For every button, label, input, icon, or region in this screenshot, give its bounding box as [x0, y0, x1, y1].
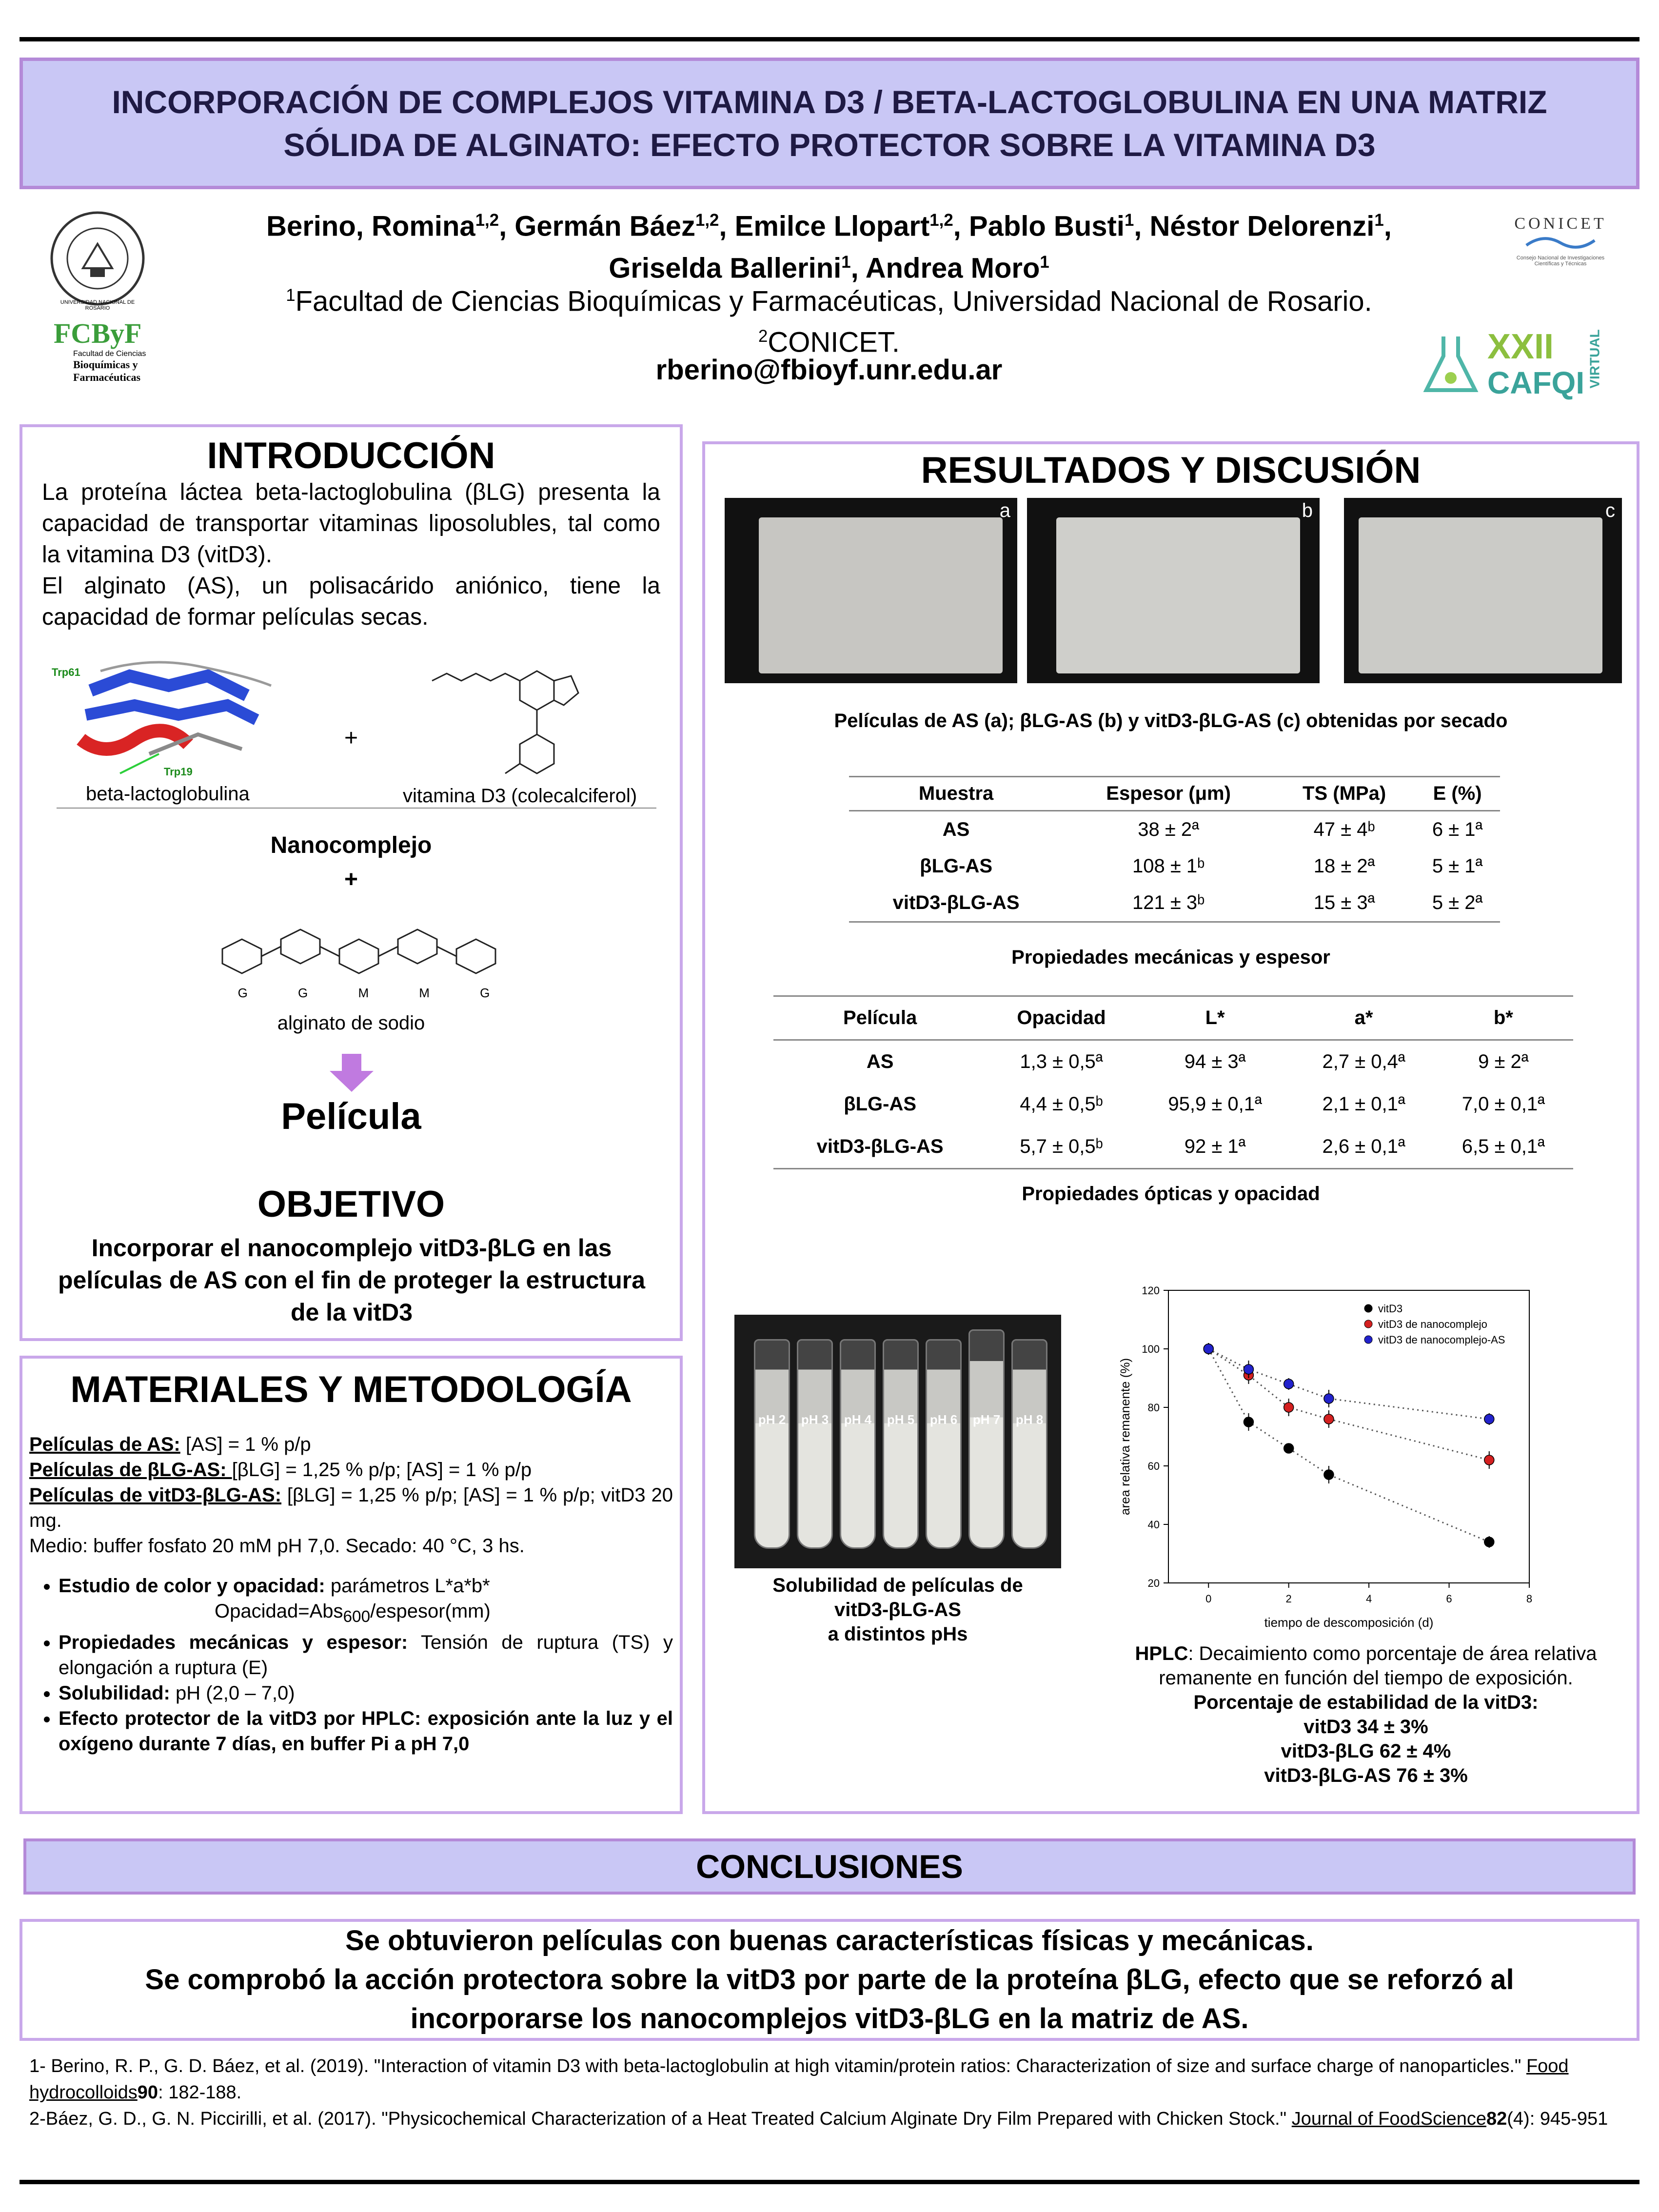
vitamin-d3-structure-image	[422, 652, 603, 793]
y-tick-label: 120	[1142, 1284, 1160, 1297]
opt-cell: 94 ± 3ª	[1184, 1050, 1246, 1072]
methods-l2-label: Películas de βLG-AS:	[29, 1459, 232, 1481]
film-c	[1359, 517, 1602, 673]
ref2-journal[interactable]: Journal of FoodScience	[1291, 2109, 1486, 2129]
test-tube	[754, 1339, 790, 1549]
protein-label: beta-lactoglobulina	[86, 783, 250, 805]
opt-cell: 7,0 ± 0,1ª	[1462, 1093, 1545, 1115]
mech-header-1: Muestra	[918, 783, 994, 804]
photo-label-c: c	[1605, 500, 1615, 521]
objective-heading: OBJETIVO	[257, 1184, 445, 1225]
flask-icon	[1419, 327, 1482, 400]
opt-header-1: Película	[843, 1007, 917, 1028]
data-point	[1484, 1537, 1494, 1547]
x-tick-label: 8	[1526, 1593, 1533, 1605]
affiliations	[141, 278, 1517, 360]
affiliation-2: $^2$CONICET.	[758, 326, 900, 358]
data-point	[1204, 1344, 1213, 1354]
data-point	[1284, 1443, 1294, 1453]
film-photo-b	[1027, 498, 1320, 683]
alg-unit-2: G	[298, 986, 308, 1000]
solubility-caption-2: vitD3-βLG-AS	[834, 1599, 961, 1620]
hplc-body: : Decaimiento como porcentaje de área relativa remanente en función del tiempo de exposición.	[1159, 1643, 1597, 1689]
results-heading: RESULTADOS Y DISCUSIÓN	[921, 450, 1421, 491]
opt-cell: vitD3-βLG-AS	[816, 1136, 944, 1158]
ref2-text: 2-Báez, G. D., G. N. Piccirilli, et al. (2017). "Physicochemical Characterization of a Heat Treated Calcium Alginate Dry Film Prepared with Chicken Stock."	[29, 2109, 1292, 2129]
mech-cell: 15 ± 3ª	[1313, 892, 1375, 914]
results-panel	[702, 441, 1639, 1814]
cafqi-xxii: XXII	[1487, 327, 1554, 366]
methods-panel	[20, 1356, 683, 1814]
authors-line-2: Griselda Ballerini$^1$, Andrea Moro$^1$	[609, 252, 1049, 284]
x-tick-label: 6	[1446, 1593, 1452, 1605]
mech-header-2: Espesor (μm)	[1106, 783, 1231, 804]
methods-line-4: Medio: buffer fosfato 20 mM pH 7,0. Secado: 40 °C, 3 hs.	[29, 1535, 525, 1557]
opt-cell: βLG-AS	[844, 1093, 917, 1115]
optical-table-caption: Propiedades ópticas y opacidad	[1022, 1183, 1320, 1205]
data-point	[1324, 1470, 1334, 1480]
nanocomplex-label: Nanocomplejo	[270, 832, 432, 858]
tube-label: pH 7	[972, 1412, 1001, 1427]
alg-unit-3: M	[358, 986, 369, 1000]
methods-b3-text: pH (2,0 – 7,0)	[170, 1682, 295, 1704]
cafqi-virtual: VIRTUAL	[1587, 329, 1602, 389]
methods-bullets	[29, 1573, 673, 1757]
legend-marker	[1364, 1336, 1372, 1343]
methods-opacity-suffix: /espesor(mm)	[370, 1600, 491, 1622]
alg-unit-4: M	[419, 986, 430, 1000]
methods-bullet-2	[59, 1630, 673, 1680]
methods-l1-label: Películas de AS:	[29, 1434, 180, 1455]
title-line-2: SÓLIDA DE ALGINATO: EFECTO PROTECTOR SOBRE LA VITAMINA D3	[283, 127, 1376, 163]
intro-panel	[20, 424, 683, 1341]
opt-cell: 6,5 ± 0,1ª	[1462, 1136, 1545, 1158]
opt-cell: 2,6 ± 0,1ª	[1322, 1136, 1405, 1158]
mech-table-caption: Propiedades mecánicas y espesor	[1011, 947, 1330, 968]
title-line-1: INCORPORACIÓN DE COMPLEJOS VITAMINA D3 / BETA-LACTOGLOBULINA EN UNA MATRIZ	[112, 84, 1547, 120]
mech-cell: 38 ± 2ª	[1138, 818, 1199, 840]
solubility-caption	[734, 1573, 1061, 1646]
film-a	[759, 517, 1003, 673]
test-tube	[926, 1339, 962, 1549]
legend-marker	[1364, 1320, 1372, 1328]
hplc-decay-chart	[1110, 1276, 1598, 1646]
legend-label: vitD3 de nanocomplejo-AS	[1378, 1334, 1505, 1346]
photo-label-b: b	[1302, 500, 1313, 521]
mechanical-table	[849, 776, 1500, 923]
mech-cell: 121 ± 3ᵇ	[1132, 892, 1205, 914]
data-point	[1484, 1455, 1494, 1465]
x-tick-label: 2	[1285, 1593, 1292, 1605]
methods-line-2	[29, 1457, 673, 1482]
legend-label: vitD3 de nanocomplejo	[1378, 1318, 1487, 1330]
tube-label: pH 4	[844, 1412, 872, 1427]
methods-b3-label: Solubilidad:	[59, 1682, 170, 1704]
film-photo-c	[1344, 498, 1622, 683]
opt-cell: 2,7 ± 0,4ª	[1322, 1050, 1405, 1072]
authors	[141, 202, 1517, 287]
tube-label: pH 5	[887, 1412, 915, 1427]
data-point	[1244, 1364, 1253, 1374]
conicet-sub-1: Consejo Nacional de Investigaciones	[1516, 255, 1605, 261]
opt-header-3: L*	[1205, 1007, 1225, 1028]
intro-heading: INTRODUCCIÓN	[207, 435, 495, 476]
mech-cell: 108 ± 1ᵇ	[1132, 855, 1205, 877]
opt-cell: 2,1 ± 0,1ª	[1322, 1093, 1405, 1115]
y-tick-label: 60	[1147, 1460, 1160, 1472]
contact-email[interactable]: rberino@fbioyf.unr.edu.ar	[655, 354, 1003, 386]
y-tick-label: 80	[1147, 1402, 1160, 1414]
conicet-wave-icon	[1524, 233, 1597, 253]
objective-text: Incorporar el nanocomplejo vitD3-βLG en las películas de AS con el fin de proteger la estructura de la vitD3	[58, 1234, 646, 1326]
opt-cell: 9 ± 2ª	[1478, 1050, 1529, 1072]
conclusion-line-1: Se obtuvieron películas con buenas características físicas y mecánicas.	[345, 1925, 1314, 1956]
fcbf-sub-2: Bioquímicas y	[73, 358, 138, 371]
reference-1	[29, 2053, 1614, 2106]
film-label: Película	[281, 1096, 421, 1137]
trp61-label: Trp61	[52, 666, 80, 678]
methods-b4-text: Efecto protector de la vitD3 por HPLC: exposición ante la luz y el oxígeno durante 7 días, en buffer Pi a pH 7,0	[59, 1708, 673, 1755]
conclusions-bar	[23, 1838, 1636, 1895]
methods-heading: MATERIALES Y METODOLOGÍA	[70, 1369, 632, 1410]
optical-table	[773, 995, 1573, 1169]
photo-caption: Películas de AS (a); βLG-AS (b) y vitD3-βLG-AS (c) obtenidas por secado	[834, 710, 1508, 731]
methods-bullet-3	[59, 1680, 673, 1706]
methods-line-1	[29, 1432, 673, 1457]
opt-cell: 92 ± 1ª	[1184, 1136, 1246, 1158]
mech-cell: vitD3-βLG-AS	[892, 892, 1020, 914]
ref2-vol: 82	[1486, 2109, 1507, 2129]
test-tube	[1011, 1339, 1047, 1549]
data-point	[1244, 1417, 1253, 1427]
methods-l1-text: [AS] = 1 % p/p	[180, 1434, 311, 1455]
stability-title: Porcentaje de estabilidad de la vitD3:	[1193, 1692, 1539, 1713]
vitamin-label: vitamina D3 (colecalciferol)	[403, 785, 637, 807]
conicet-logo-text: CONICET	[1514, 215, 1607, 233]
data-point	[1284, 1379, 1294, 1389]
legend-label: vitD3	[1378, 1303, 1403, 1315]
fcbf-sub-3: Farmacéuticas	[73, 371, 141, 383]
photo-label-a: a	[999, 500, 1010, 521]
intro-paragraph-1: La proteína láctea beta-lactoglobulina (βLG) presenta la capacidad de transportar vitaminas liposolubles, tal como la vitamina D3 (vitD3).	[42, 479, 660, 568]
film-photo-a	[725, 498, 1017, 683]
opt-cell: 5,7 ± 0,5ᵇ	[1020, 1136, 1103, 1158]
y-tick-label: 20	[1147, 1577, 1160, 1589]
methods-b2-text: Tensión de ruptura (TS) y elongación a ruptura (E)	[59, 1632, 673, 1679]
fcbf-logo-mark: FCByF	[54, 317, 142, 349]
title-banner	[20, 58, 1639, 189]
data-point	[1284, 1402, 1294, 1412]
mech-cell: 18 ± 2ª	[1313, 855, 1375, 877]
opt-header-4: a*	[1354, 1007, 1373, 1028]
methods-b2-label: Propiedades mecánicas y espesor:	[59, 1632, 408, 1653]
down-arrow-icon	[327, 1054, 376, 1093]
intro-paragraph-2: El alginato (AS), un polisacárido aniónico, tiene la capacidad de formar películas secas.	[42, 573, 660, 630]
reference-2	[29, 2106, 1614, 2132]
conclusions-panel	[20, 1919, 1639, 2041]
methods-opacity-sub: 600	[343, 1608, 371, 1626]
opt-cell: 4,4 ± 0,5ᵇ	[1020, 1093, 1103, 1115]
conclusion-line-2: Se comprobó la acción protectora sobre la vitD3 por parte de la proteína βLG, efecto que se reforzó al incorporarse los nanocomplejos vitD3-βLG en la matriz de AS.	[145, 1964, 1514, 2034]
data-point	[1324, 1394, 1334, 1403]
y-axis-label: area relativa remanente (%)	[1118, 1358, 1132, 1516]
unr-logo	[49, 210, 146, 311]
test-tube	[840, 1339, 876, 1549]
conicet-logo	[1502, 215, 1619, 283]
alignment-rule	[57, 808, 656, 809]
ref1-journal[interactable]: Food hydrocolloids	[29, 2056, 1569, 2103]
cafqi-name: CAFQI	[1487, 365, 1585, 400]
trp19-label: Trp19	[164, 766, 193, 778]
mech-cell: 47 ± 4ᵇ	[1313, 818, 1375, 840]
top-rule	[20, 37, 1639, 41]
references	[29, 2053, 1614, 2132]
data-point	[1484, 1414, 1494, 1424]
methods-bullet-4	[59, 1706, 673, 1757]
alginate-unit-labels	[213, 986, 515, 1001]
mech-cell: 5 ± 2ª	[1432, 892, 1483, 914]
plus-sign-2: +	[344, 867, 358, 892]
conicet-sub-2: Científicas y Técnicas	[1534, 261, 1587, 267]
mech-cell: βLG-AS	[920, 855, 993, 877]
alg-unit-5: G	[480, 986, 490, 1000]
tube-label: pH 2	[758, 1412, 786, 1427]
hplc-description	[1100, 1641, 1632, 1788]
methods-l3-text: [βLG] = 1,25 % p/p; [AS] = 1 % p/p; vitD3 20 mg.	[29, 1484, 673, 1531]
mech-cell: 5 ± 1ª	[1432, 855, 1483, 877]
methods-opacity-prefix: Opacidad=Abs	[215, 1600, 343, 1622]
ref1-vol: 90	[137, 2082, 158, 2103]
authors-line-1: Berino, Romina$^{1,2}$, Germán Báez$^{1,2}$, Emilce Llopart$^{1,2}$, Pablo Busti$^1$, Néstor Delorenzi$^1$,	[266, 210, 1392, 242]
protein-structure-image	[52, 656, 286, 788]
data-point	[1324, 1414, 1334, 1424]
x-tick-label: 0	[1205, 1593, 1212, 1605]
mech-cell: 6 ± 1ª	[1432, 818, 1483, 840]
mech-header-3: TS (MPa)	[1303, 783, 1386, 804]
opt-cell: AS	[866, 1050, 894, 1072]
solubility-caption-3: a distintos pHs	[828, 1623, 968, 1645]
opt-header-2: Opacidad	[1017, 1007, 1106, 1028]
ref2-pages: (4): 945-951	[1507, 2109, 1608, 2129]
y-tick-label: 100	[1142, 1343, 1160, 1355]
stability-vitd3-blg: vitD3-βLG 62 ± 4%	[1281, 1740, 1451, 1762]
film-b	[1056, 517, 1300, 673]
stability-vitd3: vitD3 34 ± 3%	[1304, 1716, 1428, 1738]
methods-l3-label: Películas de vitD3-βLG-AS:	[29, 1484, 282, 1506]
bottom-rule	[20, 2180, 1639, 2184]
x-tick-label: 4	[1365, 1593, 1372, 1605]
tube-label: pH 6	[929, 1412, 958, 1427]
fcbf-logo	[54, 317, 151, 400]
hplc-label: HPLC	[1135, 1643, 1188, 1664]
affiliation-1: $^1$Facultad de Ciencias Bioquímicas y Farmacéuticas, Universidad Nacional de Rosario.	[286, 285, 1372, 317]
y-tick-label: 40	[1147, 1519, 1160, 1531]
ref1-pages: : 182-188.	[158, 2082, 242, 2103]
methods-b1-label: Estudio de color y opacidad:	[59, 1575, 325, 1597]
ref1-text: 1- Berino, R. P., G. D. Báez, et al. (2019). "Interaction of vitamin D3 with beta-lactoglobulin at high vitamin/protein ratios: Characterization of size and surface charge of nanoparticles."	[29, 2056, 1526, 2076]
methods-bullet-1	[59, 1573, 673, 1630]
alginate-structure-image	[213, 910, 515, 1007]
fit-curve	[1208, 1349, 1489, 1419]
opt-cell: 95,9 ± 0,1ª	[1168, 1093, 1262, 1115]
conclusions-heading: CONCLUSIONES	[696, 1848, 963, 1885]
solubility-photo	[734, 1315, 1061, 1568]
legend-marker	[1364, 1304, 1372, 1312]
test-tube	[968, 1329, 1005, 1549]
test-tube	[797, 1339, 833, 1549]
tube-label: pH 3	[801, 1412, 829, 1427]
alg-unit-1: G	[237, 986, 248, 1000]
hplc-text	[1100, 1641, 1632, 1690]
opt-cell: 1,3 ± 0,5ª	[1020, 1050, 1103, 1072]
plus-sign-1: +	[344, 725, 358, 751]
unr-logo-text: UNIVERSIDAD NACIONAL DE ROSARIO	[60, 299, 135, 311]
solubility-caption-1: Solubilidad de películas de	[772, 1575, 1023, 1596]
mech-header-4: E (%)	[1433, 783, 1482, 804]
opt-header-5: b*	[1493, 1007, 1513, 1028]
methods-line-3	[29, 1482, 673, 1533]
x-axis-label: tiempo de descomposición (d)	[1264, 1615, 1434, 1630]
alginate-label: alginato de sodio	[277, 1012, 425, 1034]
methods-b1-text: parámetros L*a*b*	[325, 1575, 490, 1597]
stability-vitd3-blg-as: vitD3-βLG-AS 76 ± 3%	[1264, 1765, 1468, 1786]
methods-text	[29, 1432, 673, 1757]
cafqi-logo	[1419, 322, 1624, 405]
fcbf-sub-1: Facultad de Ciencias	[73, 350, 146, 358]
methods-l2-text: [βLG] = 1,25 % p/p; [AS] = 1 % p/p	[232, 1459, 532, 1481]
tube-label: pH 8	[1015, 1412, 1044, 1427]
test-tube	[883, 1339, 919, 1549]
mech-cell: AS	[942, 818, 970, 840]
